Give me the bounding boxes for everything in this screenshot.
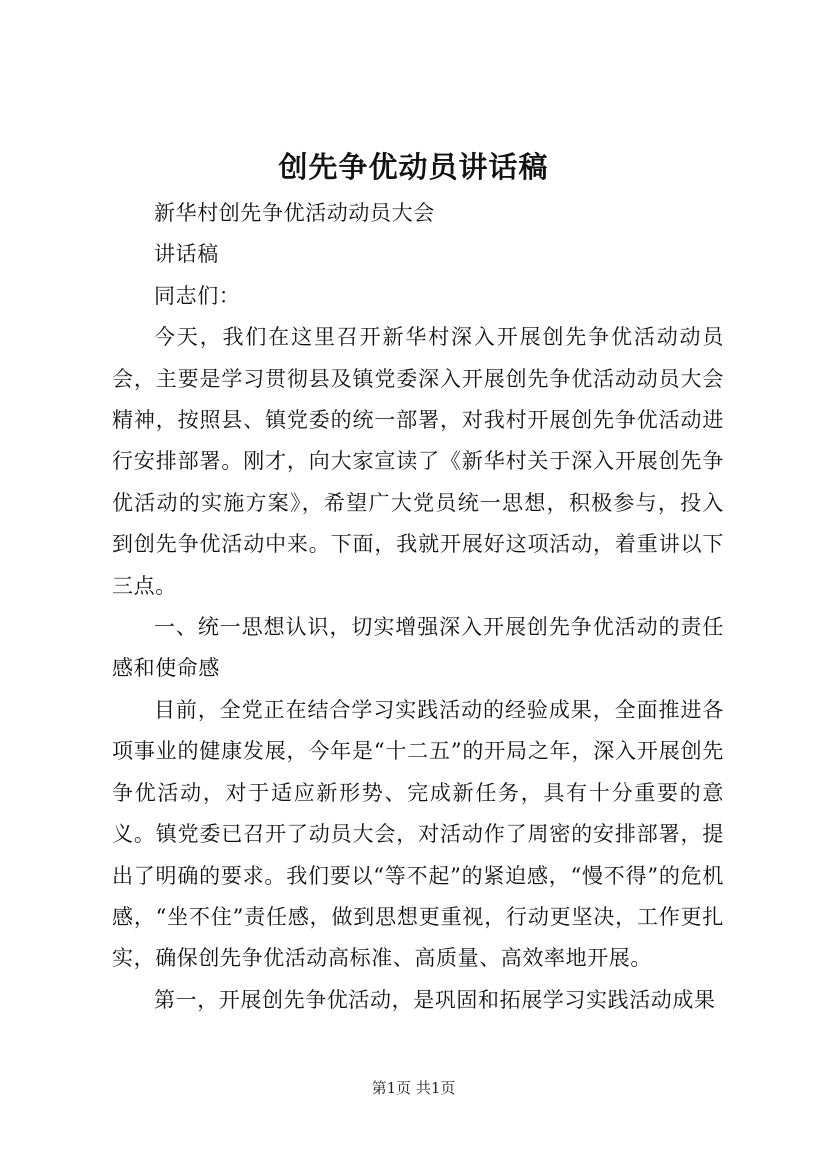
document-body <box>112 193 724 1021</box>
paragraph-intro: 今天，我们在这里召开新华村深入开展创先争优活动动员会，主要是学习贯彻县及镇党委深入开展创先争优活动动员大会精神，按照县、镇党委的统一部署，对我村开展创先争优活动进行安排部署。刚才，向大家宣读了《新华村关于深入开展创先争优活动的实施方案》，希望广大党员统一思想，积极参与，投入到创先争优活动中来。下面，我就开展好这项活动，着重讲以下三点。 <box>112 325 724 598</box>
document-title: 创先争优动员讲话稿 <box>278 150 549 184</box>
paragraph-body: 目前，全党正在结合学习实践活动的经验成果，全面推进各项事业的健康发展，今年是“十二五”的开局之年，深入开展创先争优活动，对于适应新形势、完成新任务，具有十分重要的意义。镇党委已召开了动员大会，对活动作了周密的安排部署，提出了明确的要求。我们要以“等不起”的紧迫感，“慢不得”的危机感，“坐不住”责任感，做到思想更重视，行动更坚决，工作更扎实，确保创先争优活动高标准、高质量、高效率地开展。 <box>112 697 724 971</box>
paragraph-subtitle-2: 讲话稿 <box>154 242 219 267</box>
page-footer: 第1页 共1页 <box>371 1079 456 1097</box>
section-heading-1: 一、统一思想认识，切实增强深入开展创先争优活动的责任感和使命感 <box>112 615 724 681</box>
paragraph-salutation: 同志们： <box>154 283 241 308</box>
paragraph-point-1: 第一，开展创先争优活动，是巩固和拓展学习实践活动成果 <box>154 987 716 1012</box>
paragraph-subtitle: 新华村创先争优活动动员大会 <box>154 201 435 225</box>
